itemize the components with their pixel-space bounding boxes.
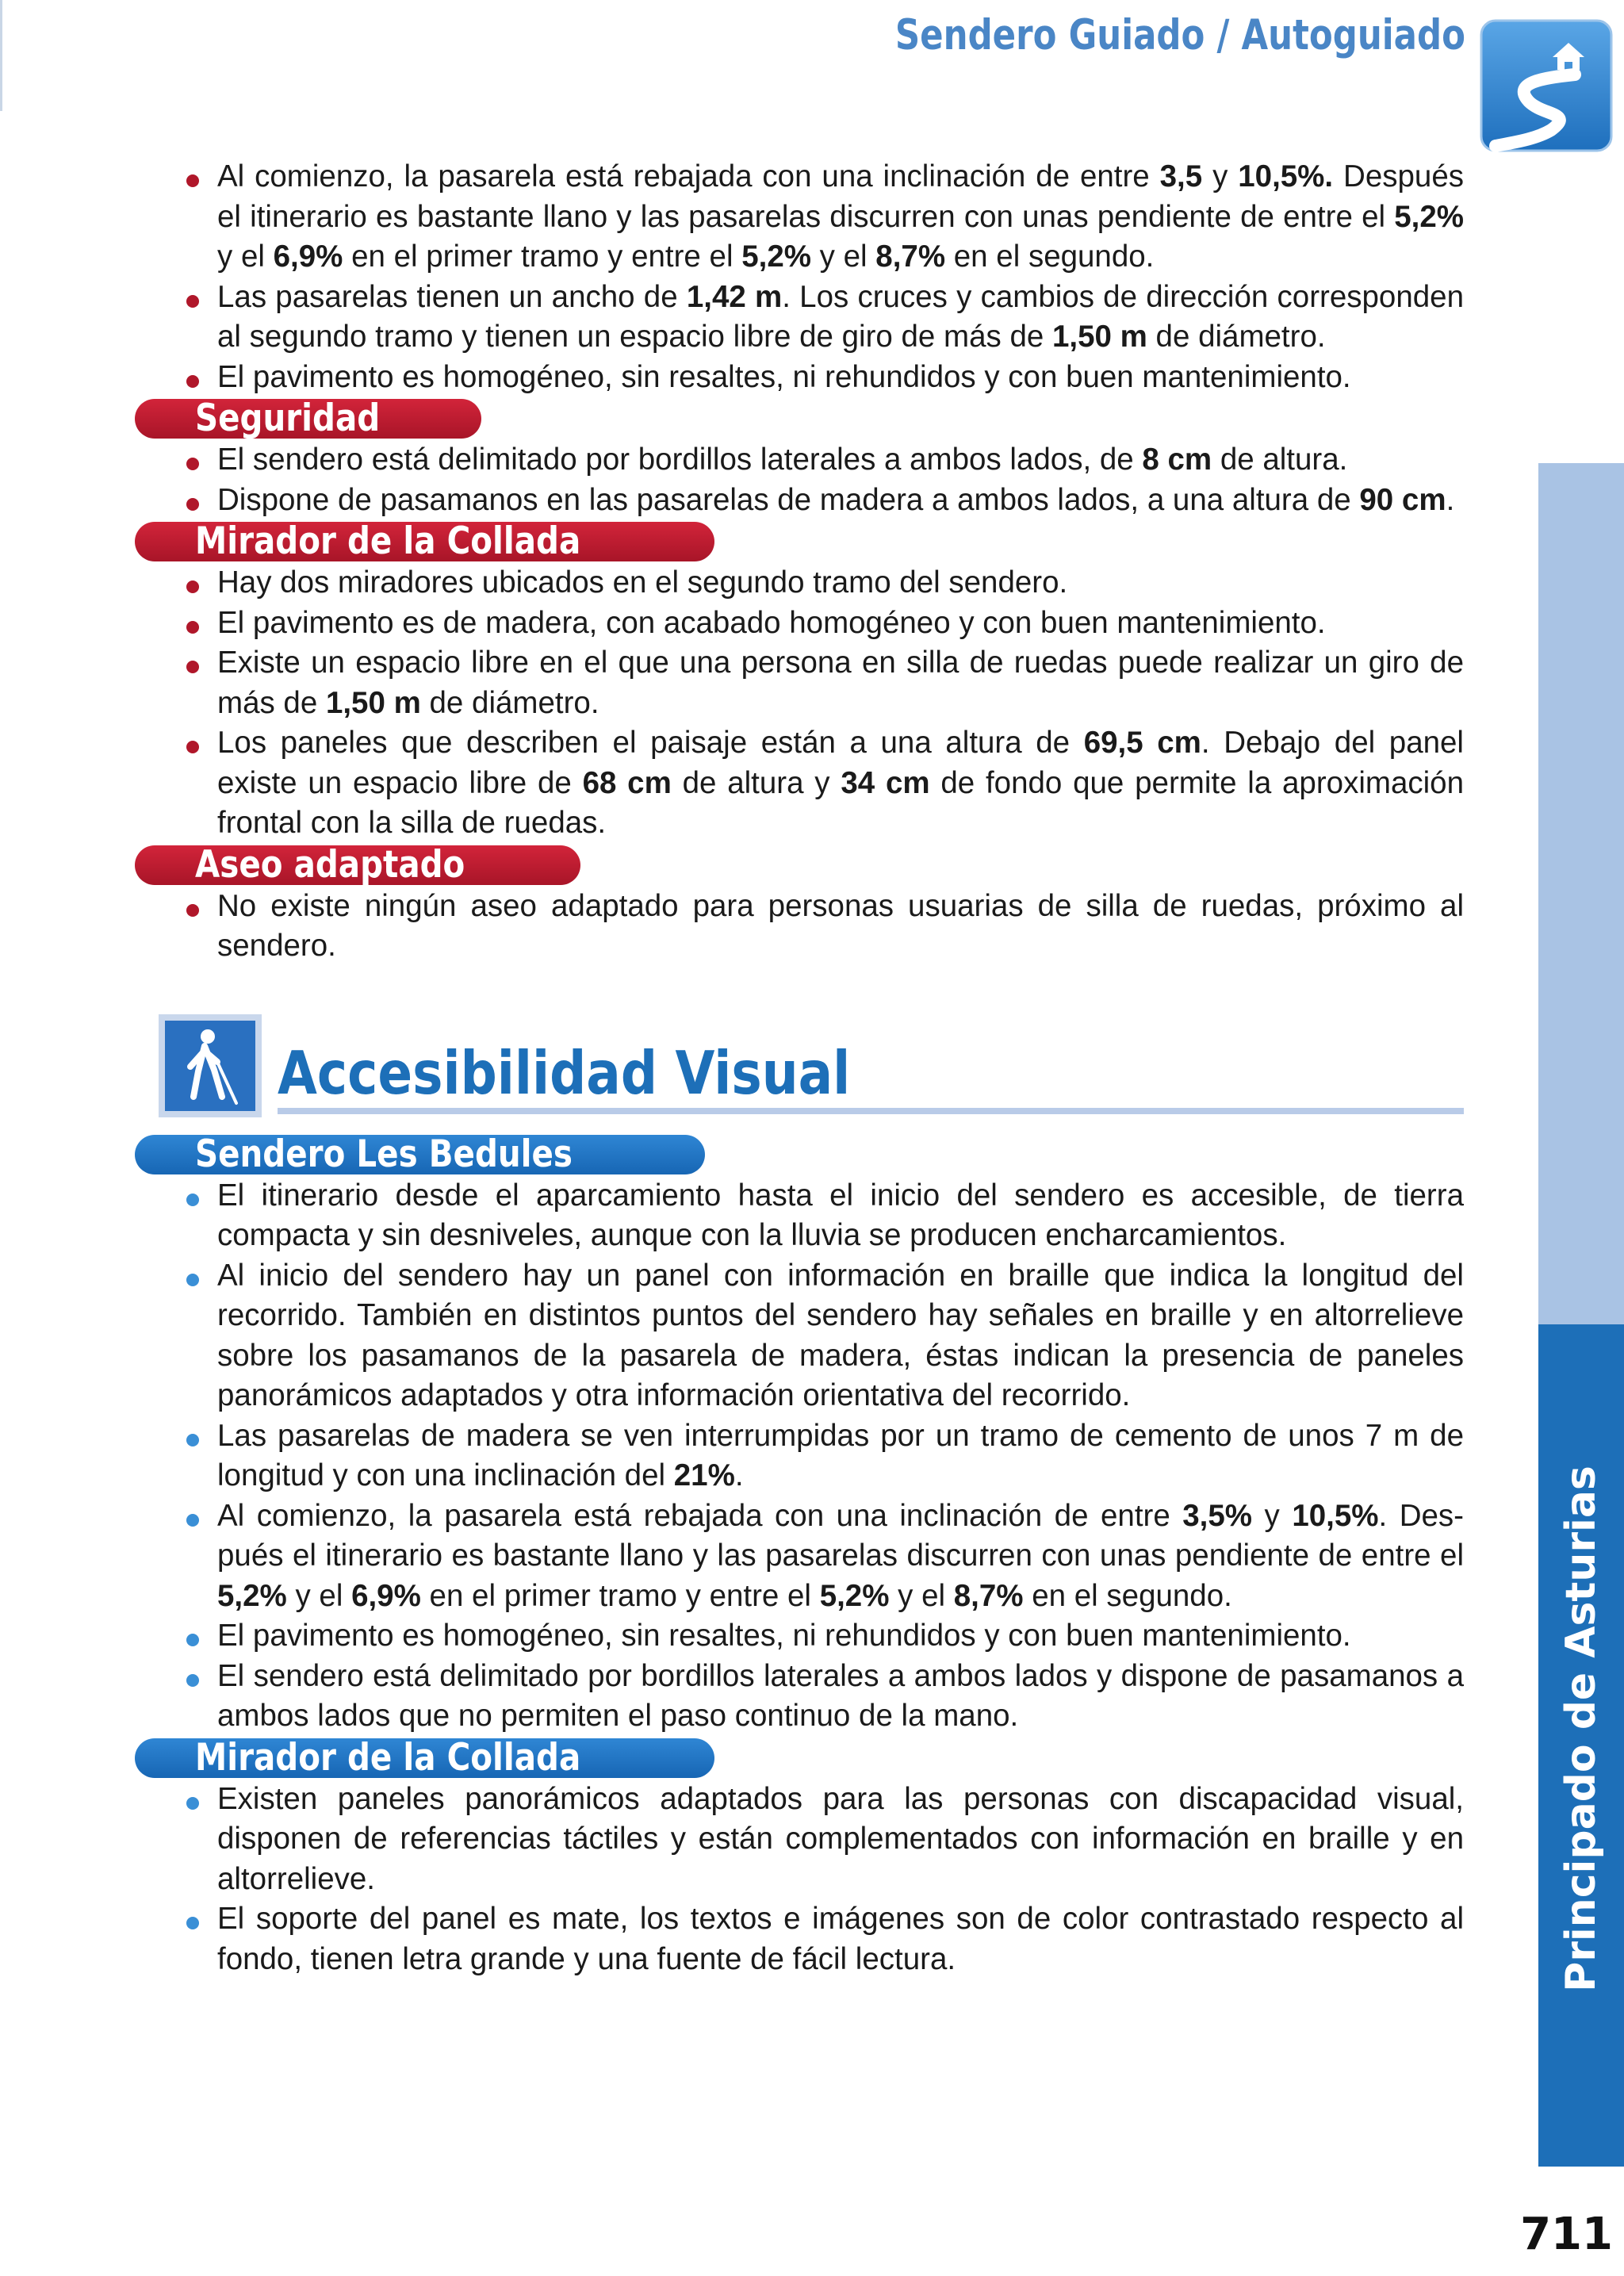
list-item: El pavimento es homogéneo, sin resaltes, ni rehundidos y con buen mantenimiento. <box>135 1616 1464 1657</box>
section-title: Accesibilidad Visual <box>278 1037 851 1108</box>
mirador-list <box>135 563 1464 844</box>
section-heading-bedules: Sendero Les Bedules <box>135 1135 705 1174</box>
list-item: Existe un espacio libre en el que una persona en silla de ruedas puede realizar un giro de más de 1,50 m de diámetro. <box>135 643 1464 723</box>
list-item: El sendero está delimitado por bordillos laterales a ambos lados, de 8 cm de altura. <box>135 440 1464 481</box>
section-heading-seguridad: Seguridad <box>135 399 481 439</box>
page-content <box>135 157 1464 1979</box>
section-divider <box>278 1108 1464 1114</box>
section-heading-mirador: Mirador de la Collada <box>135 522 714 561</box>
winding-path-icon <box>1480 19 1613 154</box>
list-item: Los paneles que describen el paisaje están a una altura de 69,5 cm. Debajo del panel existe un espacio libre de 68 cm de altura y 34 cm de fondo que permite la aproximación frontal con la silla de ruedas. <box>135 723 1464 844</box>
list-item: El itinerario desde el aparcamiento hasta el inicio del sendero es accesible, de tierra compacta y sin desniveles, aunque con la lluvia se producen encharcamientos. <box>135 1176 1464 1256</box>
page-edge-mark <box>0 0 2 111</box>
section-heading-mirador-visual: Mirador de la Collada <box>135 1738 714 1778</box>
aseo-list <box>135 887 1464 967</box>
list-item: Dispone de pasamanos en las pasarelas de madera a ambos lados, a una altura de 90 cm. <box>135 481 1464 521</box>
list-item: Las pasarelas de madera se ven interrumpidas por un tramo de cemento de unos 7 m de longitud y con una inclinación del 21%. <box>135 1416 1464 1496</box>
page-number: 711 <box>1520 2209 1613 2260</box>
blind-person-cane-icon <box>159 1014 262 1117</box>
side-tab-light <box>1538 463 1624 1324</box>
mirador-visual-list <box>135 1780 1464 1980</box>
top-bullet-list <box>135 157 1464 397</box>
list-item: Existen paneles panorámicos adaptados para las personas con discapacidad visual, disponen de referencias táctiles y están complementados con información en braille y en altorrelieve. <box>135 1780 1464 1900</box>
visual-accessibility-heading <box>135 1014 1464 1133</box>
list-item: Al inicio del sendero hay un panel con información en braille que indica la longitud del recorrido. También en distintos puntos del sendero hay señales en braille y en altorrelieve sobre los pasamanos de la pasarela de madera, éstas indican la presencia de paneles panorámicos adaptados y otra información orientativa del recorrido. <box>135 1256 1464 1416</box>
list-item: El sendero está delimitado por bordillos laterales a ambos lados y dispone de pasamanos a ambos lados que no permiten el paso continuo de la mano. <box>135 1657 1464 1737</box>
list-item: El soporte del panel es mate, los textos e imágenes son de color contrastado respecto al fondo, tienen letra grande y una fuente de fácil lectura. <box>135 1899 1464 1979</box>
list-item: Al comienzo, la pasarela está rebajada con una inclinación de entre 3,5% y 10,5%. Después el itinerario es bastante llano y las pasarelas discurren con unas pendiente de entre el 5,2% y el 6,9% en el primer tramo y entre el 5,2% y el 8,7% en el segundo. <box>135 1496 1464 1617</box>
list-item: Las pasarelas tienen un ancho de 1,42 m. Los cruces y cambios de dirección corresponden al segundo tramo y tienen un espacio libre de giro de más de 1,50 m de diámetro. <box>135 278 1464 358</box>
region-label: Principado de Asturias <box>1557 1466 1605 1992</box>
page-header-title: Sendero Guiado / Autoguiado <box>894 11 1465 59</box>
list-item: No existe ningún aseo adaptado para personas usuarias de silla de ruedas, próximo al sendero. <box>135 887 1464 967</box>
list-item: El pavimento es de madera, con acabado homogéneo y con buen mantenimiento. <box>135 603 1464 644</box>
home-button[interactable] <box>1480 19 1613 154</box>
list-item: Hay dos miradores ubicados en el segundo tramo del sendero. <box>135 563 1464 603</box>
list-item: El pavimento es homogéneo, sin resaltes, ni rehundidos y con buen mantenimiento. <box>135 358 1464 398</box>
list-item: Al comienzo, la pasarela está rebajada con una inclinación de entre 3,5 y 10,5%. Después el itinerario es bastante llano y las pasarelas discurren con unas pendiente de entre el 5,2% y el 6,9% en el primer tramo y entre el 5,2% y el 8,7% en el segundo. <box>135 157 1464 278</box>
section-heading-aseo: Aseo adaptado <box>135 845 580 885</box>
seguridad-list <box>135 440 1464 520</box>
bedules-list <box>135 1176 1464 1737</box>
